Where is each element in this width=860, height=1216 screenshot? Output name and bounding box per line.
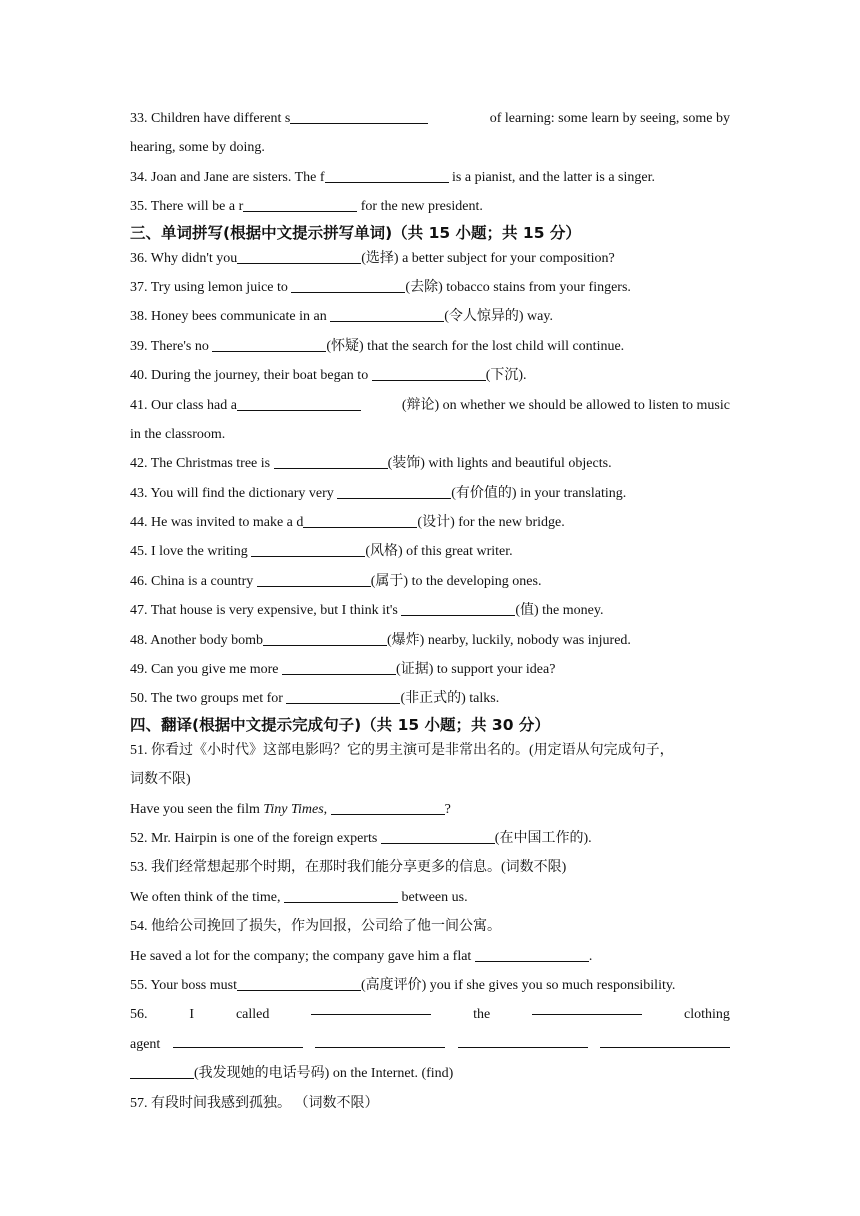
answer-blank[interactable] bbox=[212, 337, 326, 352]
question-36: 36. Why didn't you (选择) a better subject for your composition? bbox=[130, 250, 615, 266]
question-44: 44. He was invited to make a d (设计) for the new bridge. bbox=[130, 515, 565, 531]
question-53-prompt: 53. 我们经常想起那个时期，在那时我们能分享更多的信息。(词数不限) bbox=[130, 860, 567, 876]
answer-blank[interactable] bbox=[532, 1000, 642, 1015]
question-39: 39. There's no (怀疑) that the search for the lost child will continue. bbox=[130, 338, 625, 354]
question-55: 55. Your boss must (高度评价) you if she gives you so much responsibility. bbox=[130, 977, 676, 993]
answer-blank[interactable] bbox=[475, 947, 589, 962]
question-51-prompt-cont: 词数不限) bbox=[130, 772, 191, 788]
answer-blank[interactable] bbox=[381, 829, 495, 844]
question-41-cont: in the classroom. bbox=[130, 426, 226, 442]
answer-blank[interactable] bbox=[330, 307, 444, 322]
question-56-cont2: (我发现她的电话号码) on the Internet. (find) bbox=[130, 1059, 730, 1088]
answer-blank[interactable] bbox=[237, 249, 361, 264]
question-49: 49. Can you give me more (证据) to support your idea? bbox=[130, 662, 556, 678]
answer-blank[interactable] bbox=[303, 513, 417, 528]
worksheet-page bbox=[130, 104, 730, 1118]
answer-blank[interactable] bbox=[600, 1033, 730, 1048]
answer-blank[interactable] bbox=[284, 888, 398, 903]
answer-blank[interactable] bbox=[311, 1000, 431, 1015]
answer-blank[interactable] bbox=[315, 1033, 445, 1048]
answer-blank[interactable] bbox=[257, 572, 371, 587]
question-54-prompt: 54. 他给公司挽回了损失，作为回报，公司给了他一间公寓。 bbox=[130, 919, 501, 935]
question-56: 56. I called the clothing bbox=[130, 1000, 730, 1029]
answer-blank[interactable] bbox=[372, 366, 486, 381]
question-51-prompt: 51. 你看过《小时代》这部电影吗？它的男主演可是非常出名的。(用定语从句完成句子， bbox=[130, 742, 674, 758]
question-40: 40. During the journey, their boat began to (下沉). bbox=[130, 368, 527, 384]
answer-blank[interactable] bbox=[325, 168, 449, 183]
answer-blank[interactable] bbox=[243, 197, 357, 212]
answer-blank[interactable] bbox=[286, 689, 400, 704]
question-52: 52. Mr. Hairpin is one of the foreign experts (在中国工作的). bbox=[130, 830, 592, 846]
question-33: 33. Children have different s of learning: some learn by seeing, some by bbox=[130, 111, 730, 126]
answer-blank[interactable] bbox=[263, 631, 387, 646]
question-47: 47. That house is very expensive, but I think it's (值) the money. bbox=[130, 603, 604, 619]
question-37: 37. Try using lemon juice to (去除) tobacco stains from your fingers. bbox=[130, 279, 631, 295]
question-38: 38. Honey bees communicate in an (令人惊异的) way. bbox=[130, 309, 553, 325]
section-heading-translation: 四、翻译(根据中文提示完成句子)（共 15 小题；共 30 分） bbox=[130, 715, 550, 734]
question-34: 34. Joan and Jane are sisters. The f is a pianist, and the latter is a singer. bbox=[130, 169, 655, 185]
question-50: 50. The two groups met for (非正式的) talks. bbox=[130, 691, 500, 707]
question-56-cont: agent bbox=[130, 1030, 730, 1059]
answer-blank[interactable] bbox=[282, 660, 396, 675]
answer-blank[interactable] bbox=[331, 800, 445, 815]
question-41: 41. Our class had a (辩论) on whether we should be allowed to listen to music bbox=[130, 397, 730, 413]
section-heading-spelling: 三、单词拼写(根据中文提示拼写单词)（共 15 小题；共 15 分） bbox=[130, 223, 581, 242]
answer-blank[interactable] bbox=[337, 484, 451, 499]
question-33-cont: hearing, some by doing. bbox=[130, 140, 265, 156]
question-46: 46. China is a country (属于) to the developing ones. bbox=[130, 573, 542, 589]
answer-blank[interactable] bbox=[291, 278, 405, 293]
question-54-answer: He saved a lot for the company; the company gave him a flat . bbox=[130, 948, 593, 964]
answer-blank[interactable] bbox=[290, 109, 428, 124]
answer-blank[interactable] bbox=[458, 1033, 588, 1048]
answer-blank[interactable] bbox=[251, 542, 365, 557]
question-53-answer: We often think of the time, between us. bbox=[130, 889, 468, 905]
answer-blank[interactable] bbox=[130, 1064, 194, 1079]
answer-blank[interactable] bbox=[173, 1033, 303, 1048]
question-57-prompt: 57. 有段时间我感到孤独。 （词数不限） bbox=[130, 1095, 379, 1111]
question-43: 43. You will find the dictionary very (有价值的) in your translating. bbox=[130, 485, 627, 501]
question-51-answer: Have you seen the film Tiny Times, ? bbox=[130, 801, 451, 817]
answer-blank[interactable] bbox=[274, 454, 388, 469]
question-45: 45. I love the writing (风格) of this great writer. bbox=[130, 544, 513, 560]
question-48: 48. Another body bomb (爆炸) nearby, luckily, nobody was injured. bbox=[130, 632, 631, 648]
answer-blank[interactable] bbox=[237, 396, 361, 411]
question-42: 42. The Christmas tree is (装饰) with lights and beautiful objects. bbox=[130, 456, 612, 472]
answer-blank[interactable] bbox=[237, 976, 361, 991]
answer-blank[interactable] bbox=[401, 601, 515, 616]
question-35: 35. There will be a r for the new president. bbox=[130, 199, 483, 215]
